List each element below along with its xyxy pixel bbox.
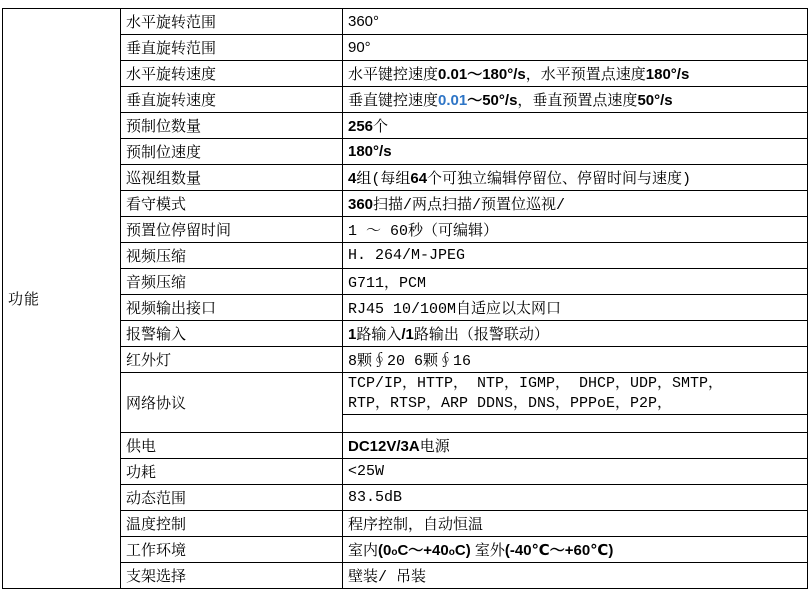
spec-row bbox=[3, 61, 808, 87]
spec-value-cell bbox=[343, 511, 808, 537]
spec-row bbox=[3, 165, 808, 191]
text-segment: <25W bbox=[348, 463, 385, 480]
text-segment: (-40℃～+60℃) bbox=[504, 542, 614, 559]
spec-label-cell: 看守模式 bbox=[121, 191, 343, 217]
text-segment: 组(每组 bbox=[356, 171, 411, 188]
text-segment: 180°/s bbox=[645, 66, 690, 83]
text-segment: 90° bbox=[348, 38, 371, 56]
spec-value-cell bbox=[343, 61, 808, 87]
text-segment: 水平键控速度 bbox=[348, 67, 439, 84]
spec-value-cell bbox=[343, 269, 808, 295]
text-segment: 1 ～ 60秒（可编辑） bbox=[348, 223, 499, 240]
text-segment: 路输入 bbox=[356, 327, 402, 344]
spec-label-cell: 功耗 bbox=[121, 459, 343, 485]
spec-value-cell bbox=[343, 295, 808, 321]
spec-row bbox=[3, 537, 808, 563]
text-segment: 个 bbox=[373, 119, 389, 136]
text-segment: 程序控制，自动恒温 bbox=[348, 517, 484, 534]
text-segment: 个可独立编辑停留位、停留时间与速度) bbox=[427, 171, 692, 188]
text-segment: 180°/s bbox=[348, 142, 392, 160]
spec-label-cell: 预制位速度 bbox=[121, 139, 343, 165]
text-segment: /1 bbox=[401, 326, 414, 343]
spec-value-cell bbox=[343, 433, 808, 459]
text-segment: o bbox=[391, 547, 398, 558]
text-segment: ，水平预置点速度 bbox=[525, 67, 646, 84]
spec-value-cell bbox=[343, 217, 808, 243]
text-segment: 83.5dB bbox=[348, 489, 403, 506]
text-segment: 64 bbox=[410, 170, 428, 187]
spec-table bbox=[2, 8, 808, 589]
spec-row bbox=[3, 269, 808, 295]
spec-label-cell: 垂直旋转范围 bbox=[121, 35, 343, 61]
spec-label-cell: 工作环境 bbox=[121, 537, 343, 563]
text-segment: C) bbox=[454, 542, 475, 559]
text-segment: 壁装/ 吊装 bbox=[348, 569, 427, 586]
spec-row bbox=[3, 9, 808, 35]
spec-label-cell: 网络协议 bbox=[121, 373, 343, 433]
spec-label-cell: 动态范围 bbox=[121, 485, 343, 511]
spec-value-cell bbox=[343, 563, 808, 589]
spec-value-cell bbox=[343, 459, 808, 485]
spec-label-cell: 视频输出接口 bbox=[121, 295, 343, 321]
text-segment: 垂直键控速度 bbox=[348, 93, 439, 110]
spec-row bbox=[3, 295, 808, 321]
value-line bbox=[348, 394, 805, 414]
spec-value-cell bbox=[343, 485, 808, 511]
spec-value-cell bbox=[343, 373, 808, 415]
text-segment: RJ45 10/100M自适应以太网口 bbox=[348, 301, 562, 318]
text-segment: TCP/IP，HTTP， NTP，IGMP， DHCP，UDP，SMTP， bbox=[348, 374, 724, 392]
spec-label-cell: 水平旋转范围 bbox=[121, 9, 343, 35]
spec-value-cell bbox=[343, 537, 808, 563]
text-segment: 8颗∮20 6颗∮16 bbox=[348, 353, 472, 370]
spec-label-cell: 供电 bbox=[121, 433, 343, 459]
empty-value-cell bbox=[343, 415, 808, 433]
spec-row bbox=[3, 459, 808, 485]
spec-label-cell: 预制位数量 bbox=[121, 113, 343, 139]
spec-value-cell bbox=[343, 347, 808, 373]
spec-row bbox=[3, 35, 808, 61]
spec-value-cell bbox=[343, 165, 808, 191]
spec-value-cell bbox=[343, 35, 808, 61]
category-cell: 功能 bbox=[3, 9, 121, 589]
spec-label-cell: 巡视组数量 bbox=[121, 165, 343, 191]
spec-row bbox=[3, 139, 808, 165]
spec-value-cell bbox=[343, 243, 808, 269]
spec-row bbox=[3, 217, 808, 243]
spec-value-cell bbox=[343, 139, 808, 165]
spec-label-cell: 红外灯 bbox=[121, 347, 343, 373]
spec-value-cell bbox=[343, 113, 808, 139]
text-segment: 0.01 bbox=[438, 92, 468, 109]
text-segment: 室内 bbox=[348, 543, 379, 560]
spec-label-cell: 音频压缩 bbox=[121, 269, 343, 295]
text-segment: 室外 bbox=[474, 543, 505, 560]
spec-value-cell bbox=[343, 87, 808, 113]
text-segment: 电源 bbox=[419, 439, 450, 456]
text-segment: DC12V/3A bbox=[348, 438, 420, 455]
text-segment: 360 bbox=[348, 196, 374, 213]
text-segment: (0 bbox=[378, 542, 392, 559]
text-segment: 4 bbox=[348, 170, 357, 187]
spec-row bbox=[3, 373, 808, 415]
text-segment: 路输出（报警联动） bbox=[413, 327, 549, 344]
text-segment: o bbox=[448, 547, 455, 558]
spec-label-cell: 水平旋转速度 bbox=[121, 61, 343, 87]
text-segment: G711，PCM bbox=[348, 275, 427, 292]
spec-value-cell bbox=[343, 9, 808, 35]
spec-row bbox=[3, 243, 808, 269]
text-segment: 360° bbox=[348, 12, 380, 30]
spec-row bbox=[3, 563, 808, 589]
spec-label-cell: 报警输入 bbox=[121, 321, 343, 347]
spec-row bbox=[3, 113, 808, 139]
spec-label-cell: 支架选择 bbox=[121, 563, 343, 589]
spec-label-cell: 垂直旋转速度 bbox=[121, 87, 343, 113]
value-line bbox=[348, 374, 805, 394]
text-segment: 256 bbox=[348, 118, 374, 135]
spec-value-cell bbox=[343, 191, 808, 217]
text-segment: 1 bbox=[348, 326, 357, 343]
spec-label-cell: 温度控制 bbox=[121, 511, 343, 537]
text-segment: ～50°/s bbox=[467, 92, 518, 109]
spec-row bbox=[3, 191, 808, 217]
spec-row bbox=[3, 511, 808, 537]
spec-row bbox=[3, 485, 808, 511]
text-segment: RTP，RTSP，ARP DDNS，DNS，PPPoE，P2P， bbox=[348, 394, 673, 412]
text-segment: 0.01～180°/s bbox=[438, 66, 526, 83]
text-segment: ，垂直预置点速度 bbox=[517, 93, 638, 110]
text-segment: H. 264/M-JPEG bbox=[348, 247, 466, 264]
spec-label-cell: 预置位停留时间 bbox=[121, 217, 343, 243]
spec-row bbox=[3, 87, 808, 113]
text-segment: 扫描/两点扫描/预置位巡视/ bbox=[373, 197, 566, 214]
text-segment: 50°/s bbox=[637, 92, 673, 109]
spec-row bbox=[3, 321, 808, 347]
spec-value-cell bbox=[343, 321, 808, 347]
spec-label-cell: 视频压缩 bbox=[121, 243, 343, 269]
text-segment: C～+40 bbox=[397, 542, 449, 559]
spec-row bbox=[3, 347, 808, 373]
spec-table-body bbox=[3, 9, 808, 589]
spec-row bbox=[3, 433, 808, 459]
